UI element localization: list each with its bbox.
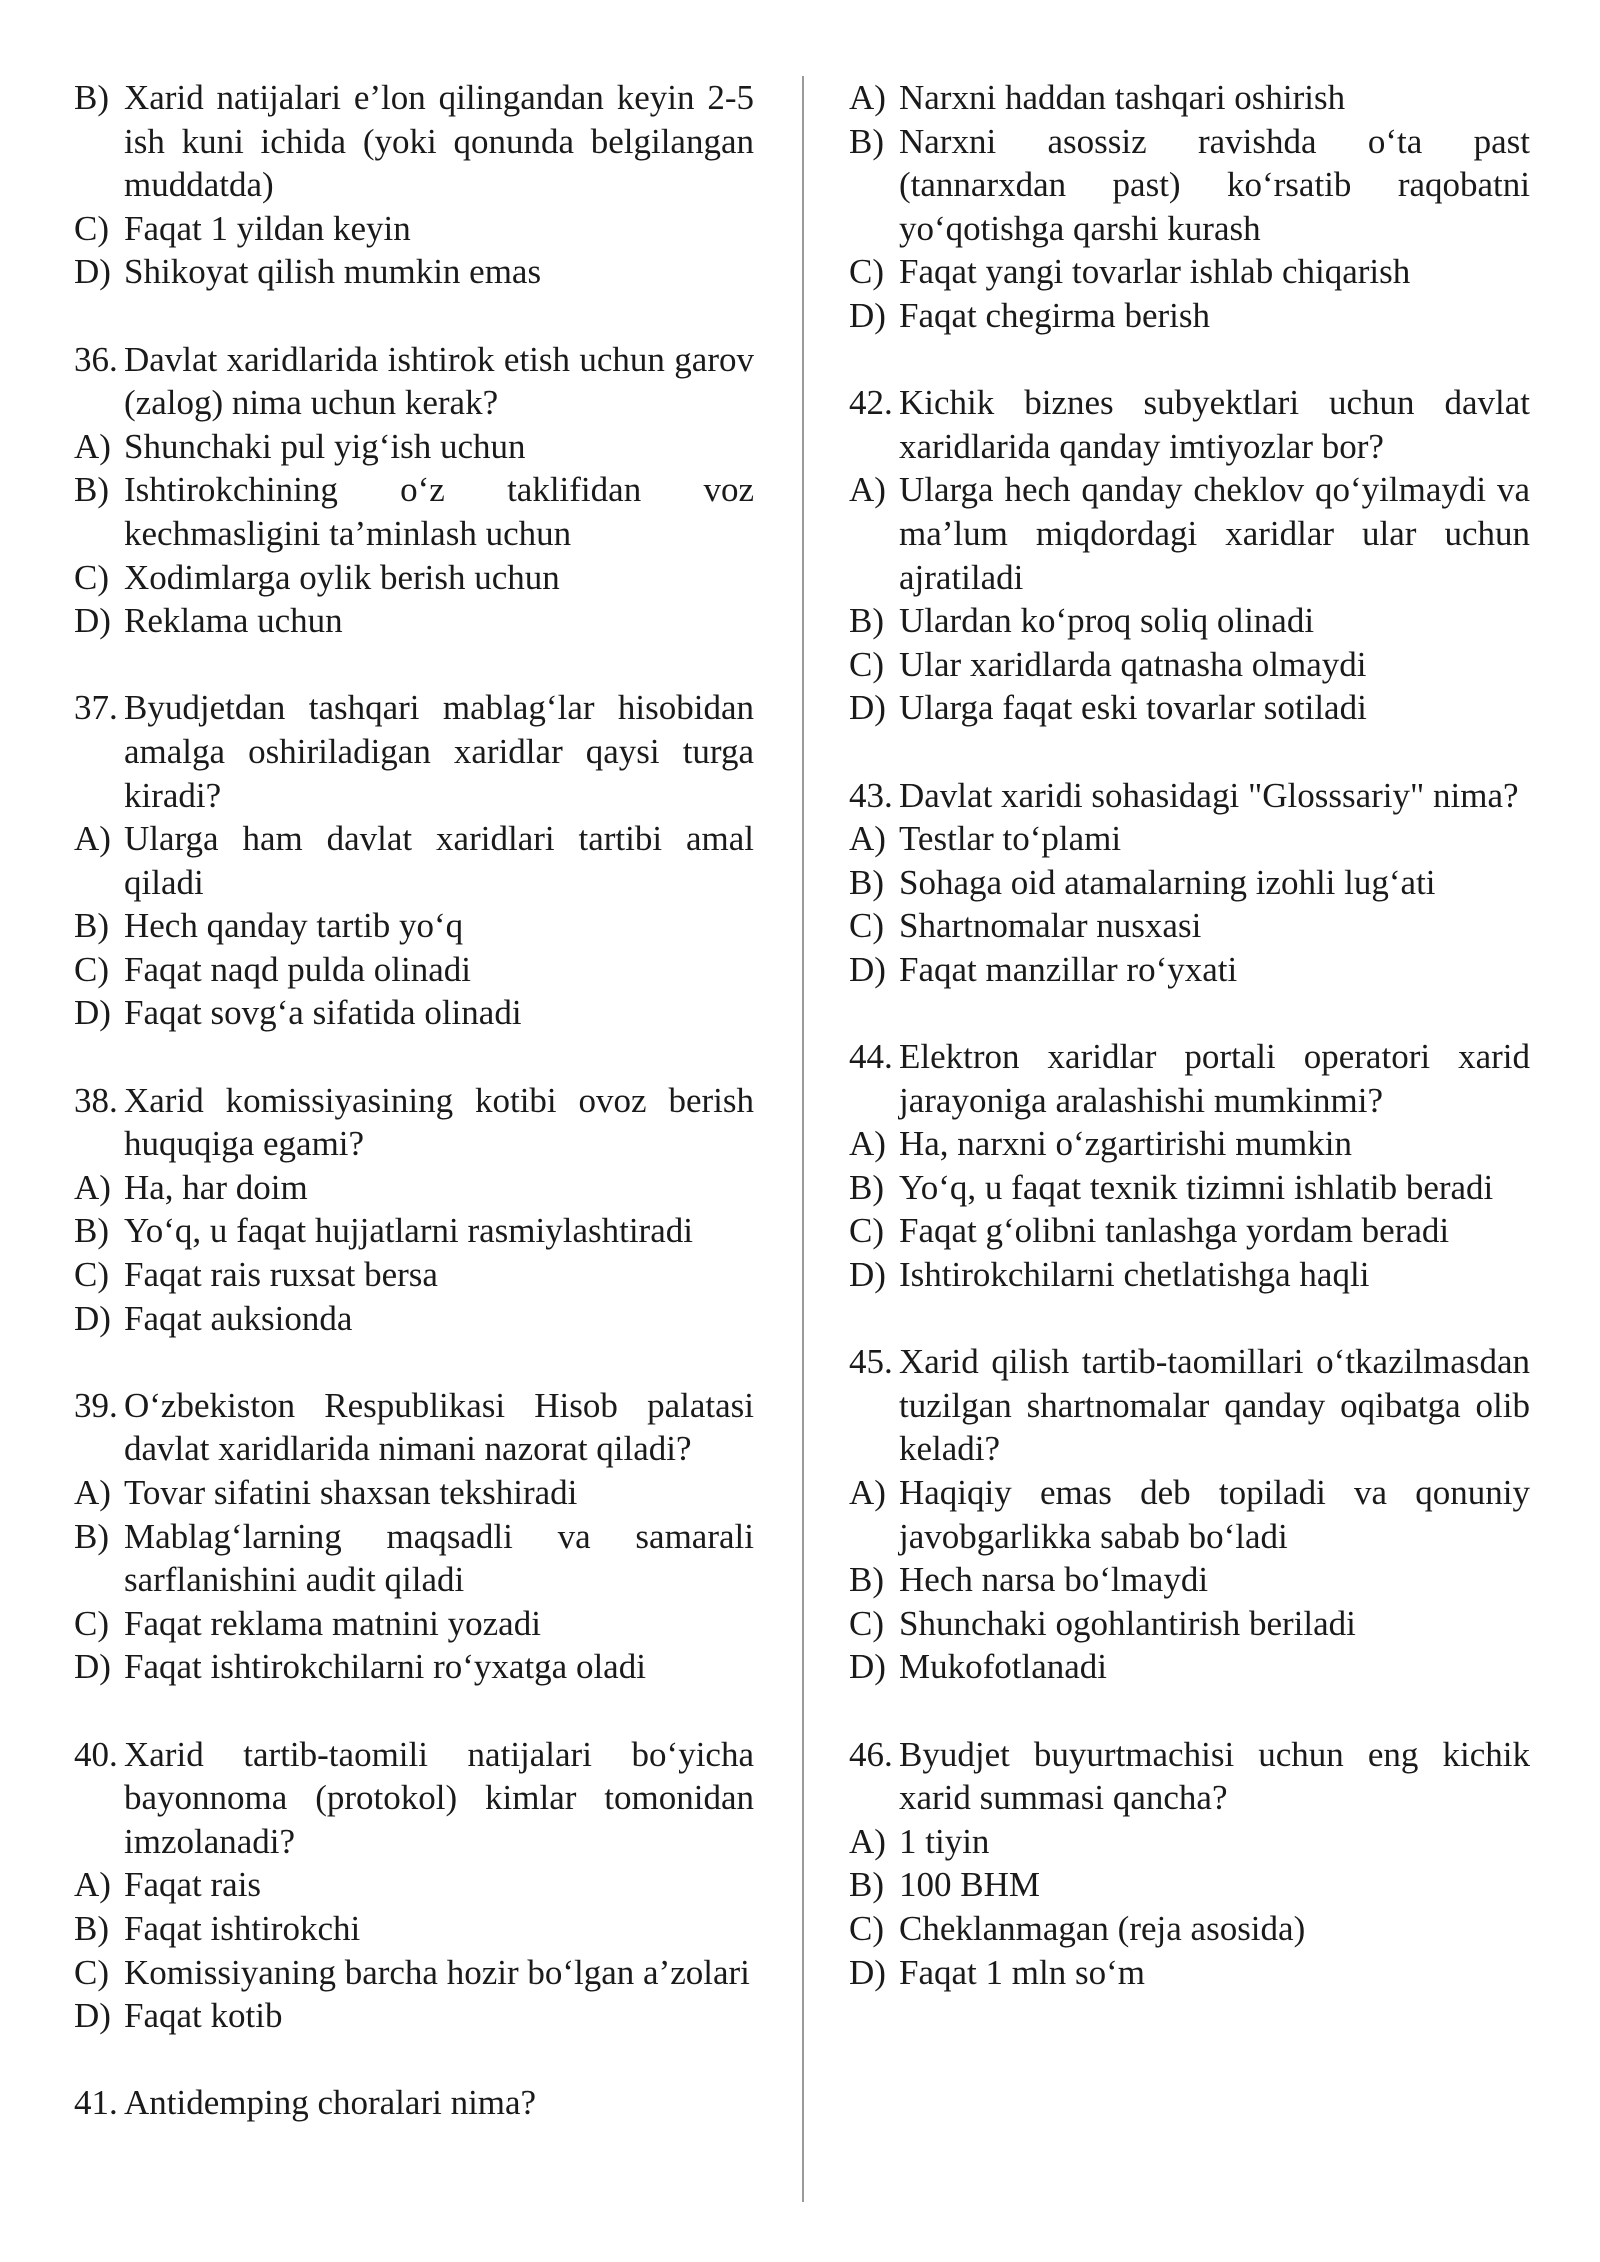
answer-option <box>74 904 754 948</box>
option-text: Ular xaridlarda qatnasha olmaydi <box>899 644 1367 684</box>
option-label: D) <box>74 1647 111 1687</box>
option-text: Shunchaki ogohlantirish beriladi <box>899 1603 1356 1643</box>
answer-option <box>74 1209 754 1253</box>
answer-option <box>849 904 1530 948</box>
question <box>74 338 754 425</box>
left-column <box>74 76 754 2169</box>
question-text: Elektron xaridlar portali operatori xarid jarayoniga aralashishi mumkinmi? <box>899 1037 1530 1120</box>
answer-option <box>849 294 1530 338</box>
question-text: O‘zbekiston Respublikasi Hisob palatasi davlat xaridlarida nimani nazorat qiladi? <box>124 1385 754 1469</box>
option-text: Faqat kotib <box>124 1996 283 2036</box>
question <box>849 381 1530 468</box>
option-label: A) <box>74 1865 111 1905</box>
option-text: Faqat g‘olibni tanlashga yordam beradi <box>899 1211 1450 1251</box>
answer-option <box>849 120 1530 251</box>
answer-option <box>74 1471 754 1515</box>
answer-option <box>849 1122 1530 1166</box>
question-number: 43. <box>849 775 893 815</box>
question-block <box>849 381 1530 730</box>
option-text: Faqat sovg‘a sifatida olinadi <box>124 993 522 1033</box>
answer-option <box>74 1515 754 1602</box>
option-text: Faqat auksionda <box>124 1298 353 1338</box>
question-text: Xarid komissiyasining kotibi ovoz berish huquqiga egami? <box>124 1080 754 1164</box>
question <box>74 686 754 817</box>
question <box>74 2081 754 2125</box>
option-label: A) <box>74 819 111 859</box>
option-text: Testlar to‘plami <box>899 819 1122 859</box>
option-text: Faqat ishtirokchi <box>124 1908 361 1948</box>
option-label: D) <box>74 601 111 641</box>
answer-option <box>74 817 754 904</box>
answer-option <box>74 1602 754 1646</box>
answer-option <box>849 1253 1530 1297</box>
question-block <box>74 1384 754 1689</box>
option-text: Faqat reklama matnini yozadi <box>124 1603 541 1643</box>
option-label: B) <box>74 1516 109 1556</box>
answer-option <box>849 817 1530 861</box>
answer-option <box>849 1645 1530 1689</box>
question-text: Xarid tartib-taomili natijalari bo‘yicha bayonnoma (protokol) kimlar tomonidan imzolanadi? <box>124 1734 754 1861</box>
option-label: B) <box>849 121 884 161</box>
option-label: C) <box>849 1908 884 1948</box>
question <box>849 1733 1530 1820</box>
question-text: Antidemping choralari nima? <box>124 2083 537 2123</box>
question-text: Davlat xaridlarida ishtirok etish uchun garov (zalog) nima uchun kerak? <box>124 339 754 423</box>
question-text: Byudjetdan tashqari mablag‘lar hisobidan amalga oshiriladigan xaridlar qaysi turga kiradi? <box>124 688 754 815</box>
option-text: Faqat manzillar ro‘yxati <box>899 949 1238 989</box>
option-label: C) <box>849 644 884 684</box>
question-number: 45. <box>849 1342 893 1382</box>
option-label: A) <box>849 1821 886 1861</box>
question-number: 39. <box>74 1385 118 1425</box>
answer-option <box>849 599 1530 643</box>
option-label: A) <box>74 1167 111 1207</box>
question-text: Kichik biznes subyektlari uchun davlat xaridlarida qanday imtiyozlar bor? <box>899 383 1530 466</box>
option-label: D) <box>74 1996 111 2036</box>
option-text: Hech narsa bo‘lmaydi <box>899 1560 1209 1600</box>
option-label: A) <box>849 78 886 117</box>
column-divider <box>802 76 804 2202</box>
option-label: C) <box>849 1211 884 1251</box>
option-label: C) <box>849 906 884 946</box>
question-number: 44. <box>849 1037 893 1077</box>
question <box>74 1079 754 1166</box>
option-label: A) <box>849 819 886 859</box>
question-block <box>74 686 754 1035</box>
option-text: Faqat 1 yildan keyin <box>124 208 411 248</box>
question-block <box>74 1079 754 1341</box>
option-label: B) <box>849 1560 884 1600</box>
option-text: Yo‘q, u faqat texnik tizimni ishlatib beradi <box>899 1167 1494 1207</box>
question-block <box>74 76 754 294</box>
answer-option <box>74 468 754 555</box>
option-label: A) <box>849 470 886 510</box>
option-label: B) <box>74 470 109 510</box>
question <box>74 1733 754 1864</box>
question-number: 40. <box>74 1734 118 1774</box>
answer-option <box>849 643 1530 687</box>
option-label: A) <box>74 426 111 466</box>
option-text: Faqat chegirma berish <box>899 295 1211 335</box>
option-text: Ularga hech qanday cheklov qo‘yilmaydi va ma’lum miqdordagi xaridlar ular uchun ajratiladi <box>899 470 1530 597</box>
option-text: Faqat yangi tovarlar ishlab chiqarish <box>899 252 1411 292</box>
question-number: 36. <box>74 339 118 379</box>
question <box>849 774 1530 818</box>
answer-option <box>74 1863 754 1907</box>
option-text: Xodimlarga oylik berish uchun <box>124 557 560 597</box>
question-text: Xarid qilish tartib-taomillari o‘tkazilmasdan tuzilgan shartnomalar qanday oqibatga olib keladi? <box>899 1342 1530 1469</box>
option-text: Ha, narxni o‘zgartirishi mumkin <box>899 1124 1352 1164</box>
option-text: Faqat rais <box>124 1865 262 1905</box>
answer-option <box>849 76 1530 120</box>
option-label: A) <box>849 1124 886 1164</box>
option-text: Ha, har doim <box>124 1167 308 1207</box>
option-label: D) <box>849 1255 886 1295</box>
option-label: B) <box>849 1865 884 1905</box>
question <box>849 1340 1530 1471</box>
option-text: Shunchaki pul yig‘ish uchun <box>124 426 526 466</box>
option-label: B) <box>74 1211 109 1251</box>
option-label: D) <box>74 993 111 1033</box>
answer-option <box>74 948 754 992</box>
answer-option <box>849 1558 1530 1602</box>
option-text: Faqat naqd pulda olinadi <box>124 949 472 989</box>
option-text: Faqat 1 mln so‘m <box>899 1952 1145 1992</box>
option-text: 1 tiyin <box>899 1821 990 1861</box>
option-text: Faqat ishtirokchilarni ro‘yxatga oladi <box>124 1647 646 1687</box>
option-label: C) <box>74 557 109 597</box>
option-label: C) <box>74 1603 109 1643</box>
question-block <box>849 1733 1530 1995</box>
answer-option <box>74 425 754 469</box>
question-block <box>74 338 754 643</box>
option-text: Mukofotlanadi <box>899 1647 1108 1687</box>
question-block <box>74 1733 754 2038</box>
option-text: 100 BHM <box>899 1865 1040 1905</box>
option-label: C) <box>74 208 109 248</box>
question-number: 38. <box>74 1080 118 1120</box>
option-text: Sohaga oid atamalarning izohli lug‘ati <box>899 862 1436 902</box>
answer-option <box>74 207 754 251</box>
question-number: 37. <box>74 688 118 728</box>
option-label: D) <box>849 295 886 335</box>
answer-option <box>849 1951 1530 1995</box>
option-label: B) <box>849 601 884 641</box>
option-label: C) <box>74 949 109 989</box>
question-number: 41. <box>74 2083 118 2123</box>
question-text: Davlat xaridi sohasidagi "Glosssariy" nima? <box>899 775 1519 815</box>
answer-option <box>74 1951 754 1995</box>
option-label: A) <box>849 1473 886 1512</box>
option-label: C) <box>849 252 884 292</box>
answer-option <box>849 686 1530 730</box>
option-text: Ishtirokchining o‘z taklifidan voz kechmasligini ta’minlash uchun <box>124 470 754 553</box>
option-label: B) <box>74 1908 109 1948</box>
question-block <box>849 774 1530 992</box>
answer-option <box>74 1166 754 1210</box>
option-text: Hech qanday tartib yo‘q <box>124 906 464 946</box>
option-label: D) <box>849 949 886 989</box>
answer-option <box>849 1820 1530 1864</box>
option-text: Yo‘q, u faqat hujjatlarni rasmiylashtiradi <box>124 1211 693 1251</box>
answer-option <box>74 76 754 207</box>
answer-option <box>74 599 754 643</box>
question-block <box>849 76 1530 338</box>
question <box>74 1384 754 1471</box>
answer-option <box>849 1209 1530 1253</box>
option-text: Reklama uchun <box>124 601 343 641</box>
option-label: C) <box>74 1255 109 1295</box>
question-number: 42. <box>849 383 893 423</box>
question-block <box>74 2081 754 2125</box>
answer-option <box>74 250 754 294</box>
question-number: 46. <box>849 1734 893 1774</box>
option-text: Komissiyaning barcha hozir bo‘lgan a’zolari <box>124 1952 750 1992</box>
answer-option <box>74 1253 754 1297</box>
answer-option <box>849 1471 1530 1558</box>
option-text: Shartnomalar nusxasi <box>899 906 1202 946</box>
option-label: D) <box>849 688 886 728</box>
answer-option <box>849 1907 1530 1951</box>
answer-option <box>849 468 1530 599</box>
question-block <box>849 1340 1530 1689</box>
option-label: B) <box>849 1167 884 1207</box>
option-label: D) <box>849 1952 886 1992</box>
option-text: Haqiqiy emas deb topiladi va qonuniy javobgarlikka sabab bo‘ladi <box>899 1473 1530 1556</box>
answer-option <box>74 991 754 1035</box>
option-text: Faqat rais ruxsat bersa <box>124 1255 438 1295</box>
option-text: Mablag‘larning maqsadli va samarali sarflanishini audit qiladi <box>124 1516 754 1600</box>
option-text: Narxni asossiz ravishda o‘ta past (tannarxdan past) ko‘rsatib raqobatni yo‘qotishga qarshi kurash <box>899 121 1530 248</box>
option-label: A) <box>74 1473 111 1512</box>
option-text: Narxni haddan tashqari oshirish <box>899 78 1346 117</box>
option-label: B) <box>74 906 109 946</box>
answer-option <box>849 948 1530 992</box>
option-label: D) <box>849 1647 886 1687</box>
answer-option <box>74 1645 754 1689</box>
answer-option <box>849 1166 1530 1210</box>
option-text: Cheklanmagan (reja asosida) <box>899 1908 1306 1948</box>
answer-option <box>849 1863 1530 1907</box>
option-text: Ishtirokchilarni chetlatishga haqli <box>899 1255 1370 1295</box>
option-label: B) <box>74 78 109 117</box>
question-block <box>849 1035 1530 1297</box>
question <box>849 1035 1530 1122</box>
answer-option <box>849 861 1530 905</box>
answer-option <box>74 556 754 600</box>
option-text: Ulardan ko‘proq soliq olinadi <box>899 601 1315 641</box>
option-label: C) <box>849 1603 884 1643</box>
option-label: C) <box>74 1952 109 1992</box>
option-text: Tovar sifatini shaxsan tekshiradi <box>124 1473 578 1512</box>
right-column <box>849 76 1530 2038</box>
answer-option <box>849 250 1530 294</box>
option-label: D) <box>74 1298 111 1338</box>
option-label: D) <box>74 252 111 292</box>
option-text: Ularga ham davlat xaridlari tartibi amal qiladi <box>124 819 754 902</box>
option-text: Xarid natijalari e’lon qilingandan keyin 2-5 ish kuni ichida (yoki qonunda belgilangan muddatda) <box>124 78 754 205</box>
answer-option <box>74 1297 754 1341</box>
option-text: Ularga faqat eski tovarlar sotiladi <box>899 688 1367 728</box>
option-text: Shikoyat qilish mumkin emas <box>124 252 542 292</box>
option-label: B) <box>849 862 884 902</box>
answer-option <box>74 1907 754 1951</box>
answer-option <box>849 1602 1530 1646</box>
question-text: Byudjet buyurtmachisi uchun eng kichik xarid summasi qancha? <box>899 1734 1530 1818</box>
answer-option <box>74 1994 754 2038</box>
